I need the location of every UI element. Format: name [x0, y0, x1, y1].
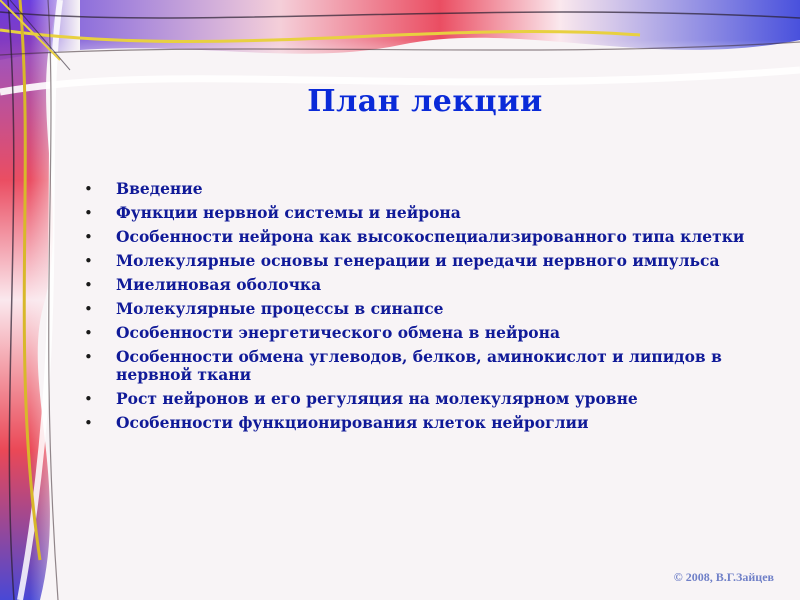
list-item [84, 180, 774, 198]
list-item [84, 252, 774, 270]
list-item-text: Особенности нейрона как высокоспециализированного типа клетки [116, 227, 745, 246]
bullet-icon: • [84, 390, 93, 408]
list-item-text: Особенности обмена углеводов, белков, аминокислот и липидов в нервной ткани [116, 347, 722, 384]
list-item [84, 348, 774, 384]
list-item [84, 276, 774, 294]
list-item-text: Введение [116, 179, 203, 198]
list-item-text: Молекулярные основы генерации и передачи нервного импульса [116, 251, 720, 270]
bullet-icon: • [84, 414, 93, 432]
bullet-icon: • [84, 324, 93, 342]
bullet-icon: • [84, 204, 93, 222]
bullet-icon: • [84, 300, 93, 318]
list-item [84, 228, 774, 246]
list-item-text: Особенности функционирования клеток нейроглии [116, 413, 589, 432]
bullet-icon: • [84, 180, 93, 198]
bullet-icon: • [84, 276, 93, 294]
list-item-text: Молекулярные процессы в синапсе [116, 299, 444, 318]
list-item-text: Особенности энергетического обмена в нейрона [116, 323, 561, 342]
list-item [84, 390, 774, 408]
list-item [84, 300, 774, 318]
list-item-text: Миелиновая оболочка [116, 275, 322, 294]
bullet-icon: • [84, 348, 93, 366]
list-item-text: Рост нейронов и его регуляция на молекулярном уровне [116, 389, 638, 408]
agenda-list [84, 180, 774, 438]
list-item-text: Функции нервной системы и нейрона [116, 203, 461, 222]
list-item [84, 324, 774, 342]
list-item [84, 414, 774, 432]
bullet-icon: • [84, 228, 93, 246]
copyright-notice: © 2008, В.Г.Зайцев [673, 570, 774, 584]
list-item [84, 204, 774, 222]
bullet-icon: • [84, 252, 93, 270]
slide-title: План лекции [307, 84, 543, 119]
